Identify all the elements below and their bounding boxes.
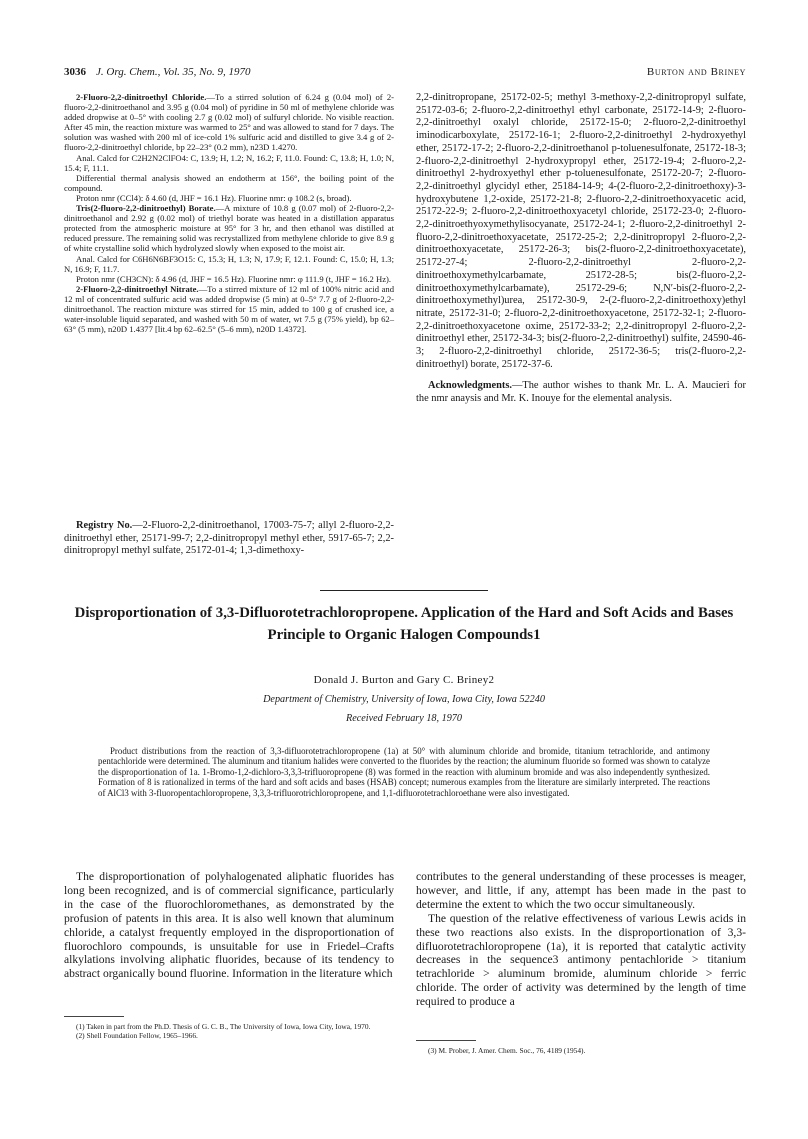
anal-borate: Anal. Calcd for C6H6N6BF3O15: C, 15.3; H, 1.3; N, 17.9; F, 12.1. Found: C, 15.0; H, 1.3; N, 16.9; F, 11.7. — [64, 253, 394, 274]
registry-heading: Registry No. — [76, 520, 133, 531]
page-number: 3036 — [64, 66, 86, 78]
experimental-column — [64, 92, 394, 334]
intro-paragraph-1-cont: contributes to the general understanding of these processes is meager, however, and little, if any, attempt has been made in the past to determine the extent to which the two occur simultaneously. — [416, 870, 746, 911]
registry-continued-column — [416, 92, 746, 406]
received-date: Received February 18, 1970 — [346, 713, 462, 724]
article-authors: Donald J. Burton and Gary C. Briney2 — [313, 674, 495, 686]
abstract: Product distributions from the reaction of 3,3-difluorotetrachloropropene (1a) at 50° with aluminum chloride and bromide, titanium tetrachloride, and antimony pentachloride were determined. The aluminum and titanium halides were converted to the fluorides by the reaction; the aluminum fluoride so formed was shown to catalyze the disproportionation of 1a. 1-Bromo-1,2-dichloro-3,3,3-trifluoropropene (8) was formed in the reaction with aluminum bromide and was also independently synthesized. Formation of 8 is rationalized in terms of the hard and soft acids and bases (HSAB) concept; numerous examples from the literature are similarly interpreted. The reactions of AlCl3 with 3-fluoropentachloropropene, 3,3,3-trifluorotrichloropropene, and 1,1-difluorotetrachloroethane were also investigated. — [98, 746, 710, 798]
registry-continued: 2,2-dinitropropane, 25172-02-5; methyl 3-methoxy-2,2-dinitropropyl sulfate, 25172-03-6; 2-fluoro-2,2-dinitroethyl ethyl carbonate, 25172-14-9; 2-fluoro-2,2-dinitroethyl oxalyl chloride, 25172-15-0; 2-fluoro-2,2-dinitroethyl iminodicarboxylate, 25172-16-1; 2-fluoro-2,2-dinitroethyl 2-hydroxyethyl ether, 25172-17-2; 2-fluoro-2,2-dinitroethanol p-toluenesulfonate, 25172-18-3; 2-fluoro-2,2-dinitroethyl 2-hydroxypropyl ether, 25172-19-4; 2-fluoro-2,2-dinitroethyl 2-hydroxyethyl ether p-toluenesulfonate, 25172-20-7; 2-fluoro-2,2-dinitroethyl glycidyl ether, 25184-14-9; 4-(2-fluoro-2,2-dinitroethoxy)-3-hydroxybutene 1,2-oxide, 25172-21-8; 2-fluoro-2,2-dinitroethoxyacetic acid, 25172-22-9; 2-fluoro-2,2-dinitroethoxyacetyl chloride, 25172-23-0; 2-fluoro-2,2-dinitroethyoxymethylisocyanate, 25172-24-1; 2-fluoro-2,2-dinitroethyl 2-fluoro-2,2-dinitroethoxyacetate, 25172-25-2; 2,2-dinitropropyl 2-fluoro-2,2-dinitroethoxyacetate, 25172-26-3; bis(2-fluoro-2,2-dinitroethoxyacetate), 25172-27-4; 2-fluoro-2,2-dinitroethyl 2-fluoro-2,2-dinitroethoxymethylcarbamate, 25172-28-5; bis(2-fluoro-2,2-dinitroethoxymethylcarbamate), 25172-29-6; N,N′-bis(2-fluoro-2,2-dinitroethoxymethyl)urea, 25172-30-9, 2-(2-fluoro-2,2-dinitroethoxy)ethyl nitrate, 25172-31-0; 2-fluoro-2,2-dinitroethoxyacetone, 25172-32-1; 2-fluoro-2,2-dinitroethoxyacetone oxime, 25172-33-2; 2,2-dinitropropyl 2-fluoro-2,2-dinitroethyl ether, 25172-34-3; bis(2-fluoro-2,2-dinitroethyl) sulfite, 24590-46-3; 2-fluoro-2,2-dinitroethyl chloride, 25172-36-5; tris(2-fluoro-2,2-dinitroethyl) borate, 25172-37-6. — [416, 92, 746, 370]
journal-citation: J. Org. Chem., Vol. 35, No. 9, 1970 — [96, 66, 251, 78]
section-divider — [320, 590, 488, 591]
footnote-rule-right — [416, 1040, 476, 1041]
registry-text: —2-Fluoro-2,2-dinitroethanol, 17003-75-7; allyl 2-fluoro-2,2-dinitroethyl ether, 25171-99-7; 2,2-dinitropropyl methyl ether, 5917-65-7; 2,2-dinitropropyl methyl sulfate, 25172-01-4; 1,3-dimethoxy- — [64, 520, 394, 557]
intro-paragraph-1: The disproportionation of polyhalogenated aliphatic fluorides has long been recognized, and is of commercial significance, particularly in the case of the fluorochloromethanes, as demonstrated by the profusion of patents in this area. It is also well known that aluminum chloride, a catalyst frequently employed in the disproportionation of fluorochloro compounds, is unsuitable for use in Friedel–Crafts alkylations involving aliphatic fluorides, because of its tendency to abstract organically bound fluorine. Information in the literature which — [64, 870, 394, 981]
intro-right-column — [416, 870, 746, 1009]
acknowledgments: Acknowledgments.—The author wishes to thank Mr. L. A. Maucieri for the nmr anaysis and Mr. K. Inouye for the elemental analysis. — [416, 380, 746, 405]
footnotes-left — [64, 1022, 394, 1040]
nmr-chloride: Proton nmr (CCl4): δ 4.60 (d, JHF = 16.1 Hz). Fluorine nmr: φ 108.2 (s, broad). — [76, 192, 352, 203]
footnote-3: (3) M. Prober, J. Amer. Chem. Soc., 76, 4189 (1954). — [428, 1046, 586, 1055]
intro-left-column — [64, 870, 394, 981]
dta-note: Differential thermal analysis showed an endotherm at 156°, the boiling point of the compound. — [64, 172, 394, 193]
article-title: Disproportionation of 3,3-Difluorotetrachloropropene. Application of the Hard and Soft Acids and Bases Principle to Organic Halogen Compounds1 — [74, 605, 734, 643]
footnote-2: (2) Shell Foundation Fellow, 1965–1966. — [76, 1031, 198, 1040]
intro-paragraph-2: The question of the relative effectiveness of various Lewis acids in these two reactions also exists. In the disproportionation of 3,3-difluorotetrachloropropene (1a), it is reported that catalytic activity decreases in the sequence3 antimony pentachloride > titanium tetrachloride > aluminum bromide, aluminum chloride > ferric chloride. The order of activity was determined by the length of time required to produce a — [416, 911, 746, 1009]
exp-borate-paragraph: Tris(2-fluoro-2,2-dinitroethyl) Borate.—A mixture of 10.8 g (0.07 mol) of 2-fluoro-2,2-dinitroethanol and 2.92 g (0.02 mol) of triethyl borate was heated in a distillation apparatus protected from the atmospheric moisture at 95° for 3 hr, and then ethanol was distilled at reduced pressure. The remaining solid was recrystallized from methylene chloride to give 8.9 g of white crystalline solid which hydrolyzed slowly when exposed to the moist air. — [64, 203, 394, 254]
affiliation: Department of Chemistry, University of Iowa, Iowa City, Iowa 52240 — [263, 694, 545, 705]
anal-chloride: Anal. Calcd for C2H2N2ClFO4: C, 13.9; H, 1.2; N, 16.2; F, 11.0. Found: C, 13.8; H, 1.0; N, 15.4; F, 11.1. — [64, 152, 394, 173]
footnote-1: (1) Taken in part from the Ph.D. Thesis of G. C. B., The University of Iowa, Iowa City, Iowa, 1970. — [76, 1022, 371, 1031]
registry-section — [64, 520, 394, 558]
nmr-borate: Proton nmr (CH3CN): δ 4.96 (d, JHF = 16.5 Hz). Fluorine nmr: φ 111.9 (t, JHF = 16.2 Hz). — [76, 273, 392, 284]
running-header — [64, 66, 746, 82]
exp-chloride-paragraph: 2-Fluoro-2,2-dinitroethyl Chloride.—To a stirred solution of 6.24 g (0.04 mol) of 2-fluoro-2,2-dinitroethanol and 3.95 g (0.04 mol) of pyridine in 50 ml of methylene chloride was added dropwise at 0–5° with cooling 2.7 g (0.02 mol) of sulfuryl chloride. No visible reaction. After 45 min, the reaction mixture was warmed to 25° and was allowed to stand for 7 days. The solution was washed with 200 ml of ice-cold 1% sulfuric acid and distilled to give 3.4 g of 2-fluoro-2,2-dinitroethyl chloride, bp 22–23° (0.2 mm), n23D 1.4270. — [64, 92, 394, 153]
footnotes-right — [416, 1046, 746, 1055]
exp-nitrate-paragraph: 2-Fluoro-2,2-dinitroethyl Nitrate.—To a stirred mixture of 12 ml of 100% nitric acid and 12 ml of concentrated sulfuric acid was added dropwise (5 min) at 0–5° 7.7 g of 2-fluoro-2,2-dinitroethanol. The reaction mixture was stirred for 15 min, added to 100 g of crushed ice, a water-insoluble liquid separated, and washed with 50 m of water, wt 7.5 g (75% yield), bp 62–63° (5 mm), n20D 1.4377 [lit.4 bp 62–62.5° (5–6 mm), n20D 1.4372]. — [64, 283, 394, 335]
running-authors: Burton and Briney — [646, 66, 746, 78]
footnote-rule-left — [64, 1016, 124, 1017]
